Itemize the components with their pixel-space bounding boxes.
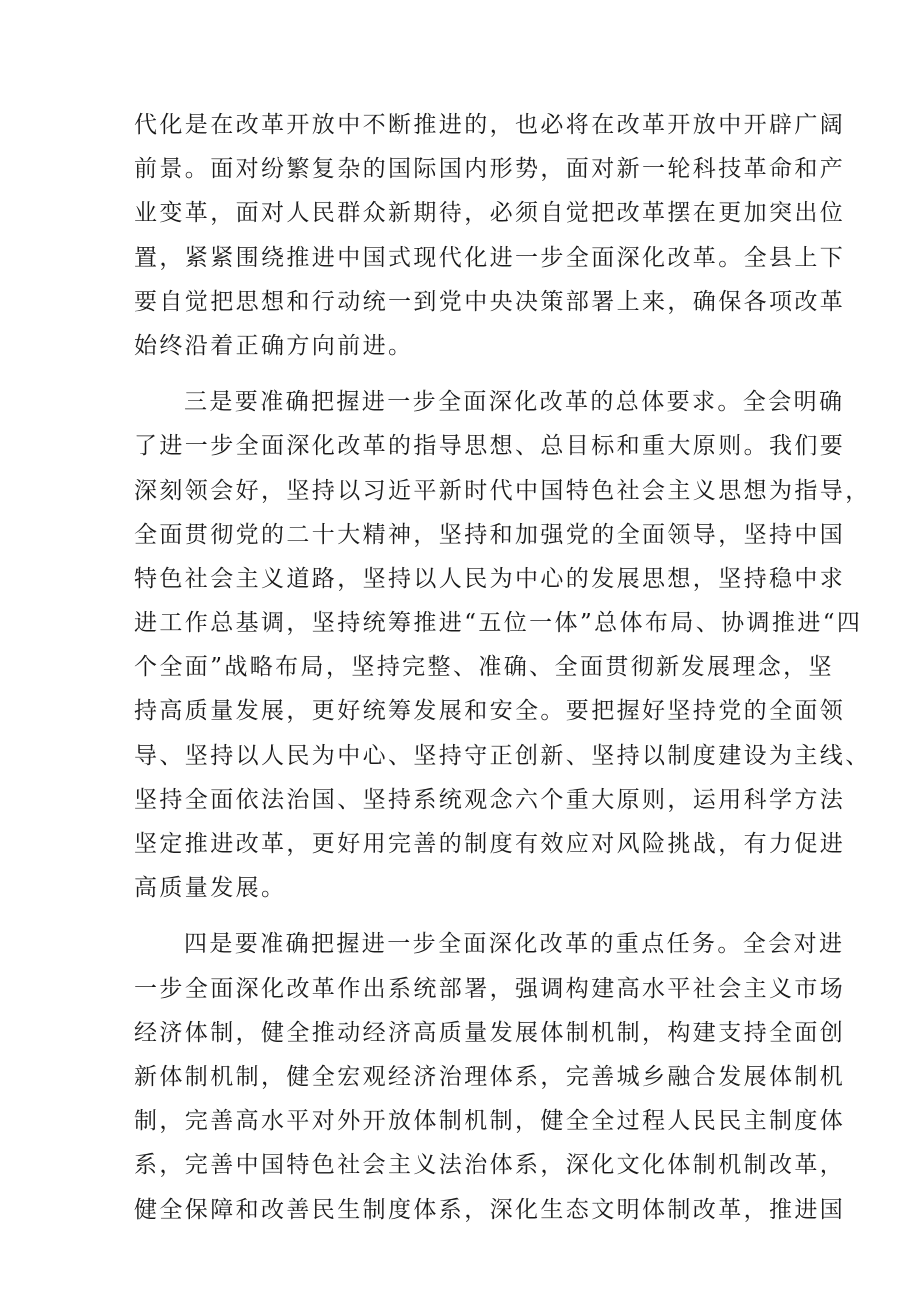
- text-line: 业变革，面对人民群众新期待，必须自觉把改革摆在更加突出位: [134, 200, 846, 227]
- document-body: [134, 103, 871, 1232]
- text-line: 要自觉把思想和行动统一到党中央决策部署上来，确保各项改革: [134, 288, 846, 315]
- text-line: 进工作总基调，坚持统筹推进“五位一体”总体布局、协调推进“四: [134, 610, 863, 637]
- text-line: 全面贯彻党的二十大精神，坚持和加强党的全面领导，坚持中国: [134, 521, 846, 548]
- text-line: 高质量发展。: [134, 875, 287, 902]
- paragraph-overall-requirements: [134, 380, 871, 910]
- text-line: 经济体制，健全推动经济高质量发展体制机制，构建支持全面创: [134, 1019, 846, 1046]
- text-line: 了进一步全面深化改革的指导思想、总目标和重大原则。我们要: [134, 433, 846, 460]
- text-line: 置，紧紧围绕推进中国式现代化进一步全面深化改革。全县上下: [134, 244, 846, 271]
- paragraph-continuation: [134, 103, 846, 368]
- paragraph-key-tasks: [134, 922, 846, 1231]
- paragraph-spacer: [134, 368, 798, 380]
- text-line: 深刻领会好，坚持以习近平新时代中国特色社会主义思想为指导，: [134, 477, 871, 504]
- text-line: 系，完善中国特色社会主义法治体系，深化文化体制机制改革，: [134, 1152, 846, 1179]
- text-line: 新体制机制，健全宏观经济治理体系，完善城乡融合发展体制机: [134, 1063, 846, 1090]
- text-line: 持高质量发展，更好统筹发展和安全。要把握好坚持党的全面领: [134, 698, 846, 725]
- text-line: 四是要准确把握进一步全面深化改革的重点任务。全会对进: [184, 931, 845, 958]
- text-line: 特色社会主义道路，坚持以人民为中心的发展思想，坚持稳中求: [134, 565, 846, 592]
- text-line: 三是要准确把握进一步全面深化改革的总体要求。全会明确: [184, 389, 845, 416]
- text-line: 坚定推进改革，更好用完善的制度有效应对风险挑战，有力促进: [134, 831, 846, 857]
- text-line: 导、坚持以人民为中心、坚持守正创新、坚持以制度建设为主线、: [134, 742, 871, 769]
- text-line: 一步全面深化改革作出系统部署，强调构建高水平社会主义市场: [134, 975, 846, 1002]
- text-line: 代化是在改革开放中不断推进的，也必将在改革开放中开辟广阔: [134, 112, 846, 138]
- text-line: 健全保障和改善民生制度体系，深化生态文明体制改革，推进国: [134, 1196, 846, 1223]
- text-line: 始终沿着正确方向前进。: [134, 332, 414, 359]
- text-line: 坚持全面依法治国、坚持系统观念六个重大原则，运用科学方法: [134, 786, 846, 813]
- paragraph-spacer: [134, 910, 798, 922]
- text-line: 个全面”战略布局，坚持完整、准确、全面贯彻新发展理念，坚: [134, 654, 834, 681]
- text-line: 前景。面对纷繁复杂的国际国内形势，面对新一轮科技革命和产: [134, 156, 846, 183]
- text-line: 制，完善高水平对外开放体制机制，健全全过程人民民主制度体: [134, 1108, 846, 1135]
